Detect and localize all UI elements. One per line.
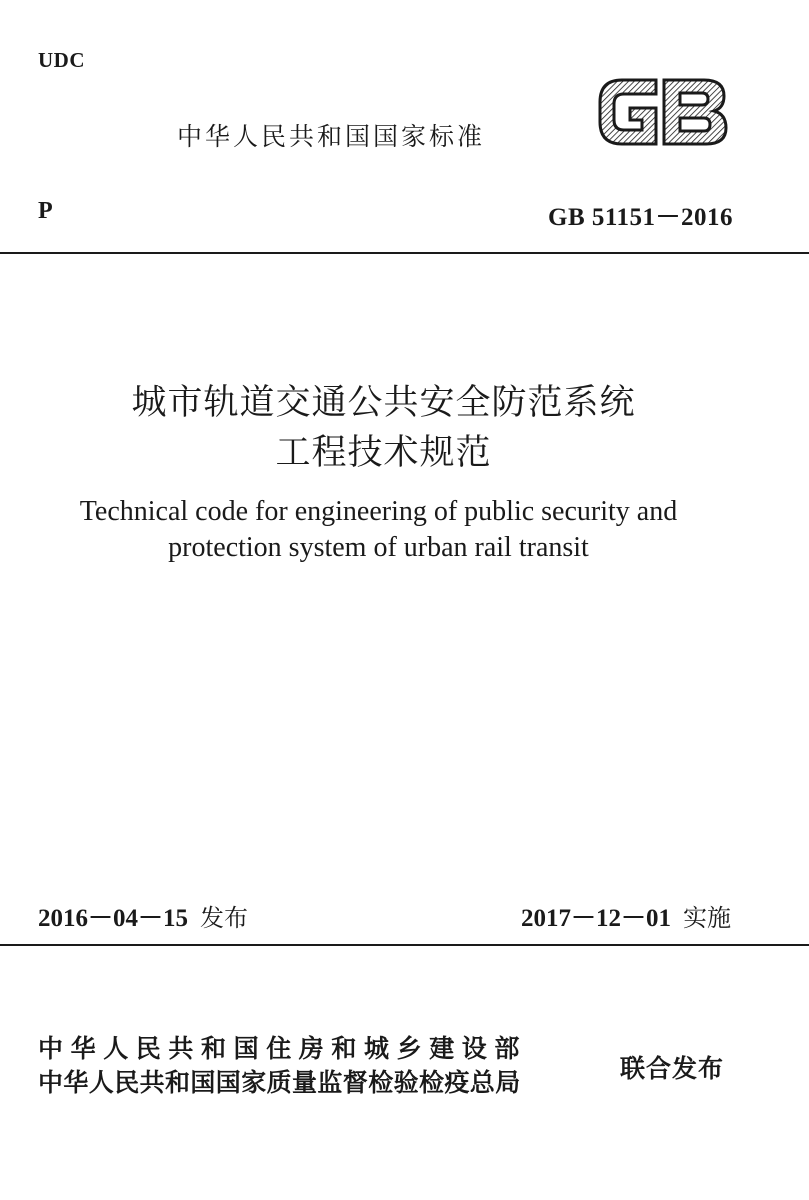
bottom-divider	[0, 944, 809, 946]
udc-label: UDC	[38, 48, 85, 72]
joint-publish-label: 联合发布	[620, 1054, 725, 1083]
implement-date-block	[521, 898, 731, 934]
title-en-line1: Technical code for engineering of public security and	[79, 496, 678, 527]
title-zh-line2: 工程技术规范	[275, 433, 492, 473]
title-zh-line1: 城市轨道交通公共安全防范系统	[131, 383, 636, 423]
gb-logo	[592, 72, 734, 152]
standard-number: GB 51151－2016	[548, 204, 733, 231]
issue-date-block	[38, 898, 248, 934]
category-code: P	[38, 198, 53, 224]
publisher-org-1: 中华人民共和国住房和城乡建设部	[38, 1034, 528, 1063]
publisher-org-2: 中华人民共和国国家质量监督检验检疫总局	[38, 1068, 521, 1097]
issue-label: 发布	[200, 904, 249, 932]
title-en-line2: protection system of urban rail transit	[168, 532, 589, 563]
implement-date: 2017－12－01	[520, 905, 671, 932]
standard-type-title: 中华人民共和国国家标准	[177, 122, 486, 151]
issue-date: 2016－04－15	[38, 905, 189, 932]
top-divider	[0, 252, 809, 254]
implement-label: 实施	[683, 904, 731, 932]
